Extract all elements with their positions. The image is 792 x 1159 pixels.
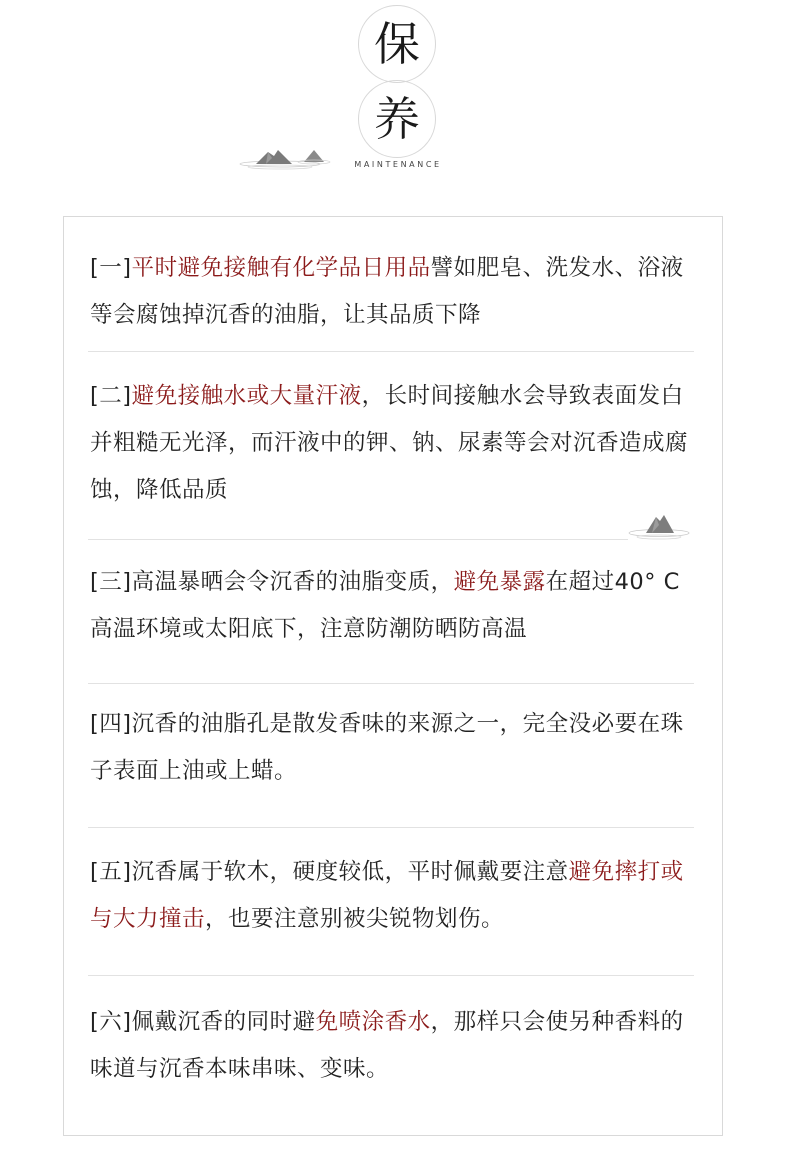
list-item bbox=[90, 701, 698, 795]
title-char-1-text: 保 bbox=[374, 17, 420, 71]
item-label: [四] bbox=[90, 711, 132, 737]
divider bbox=[88, 975, 694, 976]
divider bbox=[88, 539, 628, 540]
item-highlight: 平时避免接触有化学品日用品 bbox=[131, 255, 431, 281]
list-item bbox=[90, 245, 698, 339]
subtitle: MAINTENANCE bbox=[354, 160, 442, 169]
item-text: 沉香的油脂孔是散发香味的来源之一，完全没必要在珠子表面上油或上蜡。 bbox=[90, 711, 684, 784]
item-text: ，长时间接触水会导致表面发白并粗糙无光泽，而汗液中的钾、钠、尿素等会对沉香造成腐蚀，降低品质 bbox=[90, 383, 689, 503]
header bbox=[0, 0, 792, 200]
title-char-2-text: 养 bbox=[374, 92, 420, 146]
item-text: ，那样只会使另种香料的味道与沉香本味串味、变味。 bbox=[90, 1009, 684, 1082]
title-char-2 bbox=[358, 80, 436, 158]
item-text: 譬如肥皂、洗发水、浴液等会腐蚀掉沉香的油脂，让其品质下降 bbox=[90, 255, 684, 328]
maintenance-card bbox=[63, 216, 723, 1136]
mountain-icon bbox=[626, 507, 692, 541]
item-highlight: 免喷涂香水 bbox=[315, 1009, 431, 1035]
divider bbox=[88, 683, 694, 684]
item-label: [一] bbox=[90, 255, 132, 281]
item-label: [五] bbox=[90, 859, 132, 885]
item-label: [三] bbox=[90, 569, 132, 595]
item-text-before: 沉香属于软木，硬度较低，平时佩戴要注意 bbox=[131, 859, 569, 885]
list-item bbox=[90, 999, 698, 1093]
divider bbox=[88, 827, 694, 828]
item-highlight: 避免暴露 bbox=[453, 569, 546, 595]
item-text-before: 高温暴晒会令沉香的油脂变质， bbox=[131, 569, 454, 595]
title-char-1 bbox=[358, 5, 436, 83]
list-item bbox=[90, 849, 698, 943]
item-text: ，也要注意别被尖锐物划伤。 bbox=[205, 906, 505, 932]
divider bbox=[88, 351, 694, 352]
item-text: 在超过40° C高温环境或太阳底下，注意防潮防晒防高温 bbox=[90, 569, 680, 642]
item-highlight: 避免摔打或与大力撞击 bbox=[90, 859, 684, 932]
list-item bbox=[90, 373, 698, 514]
mountain-icon bbox=[238, 144, 348, 172]
list-item bbox=[90, 559, 698, 653]
item-label: [六] bbox=[90, 1009, 132, 1035]
item-highlight: 避免接触水或大量汗液 bbox=[131, 383, 362, 409]
item-label: [二] bbox=[90, 383, 132, 409]
item-text-before: 佩戴沉香的同时避 bbox=[131, 1009, 316, 1035]
